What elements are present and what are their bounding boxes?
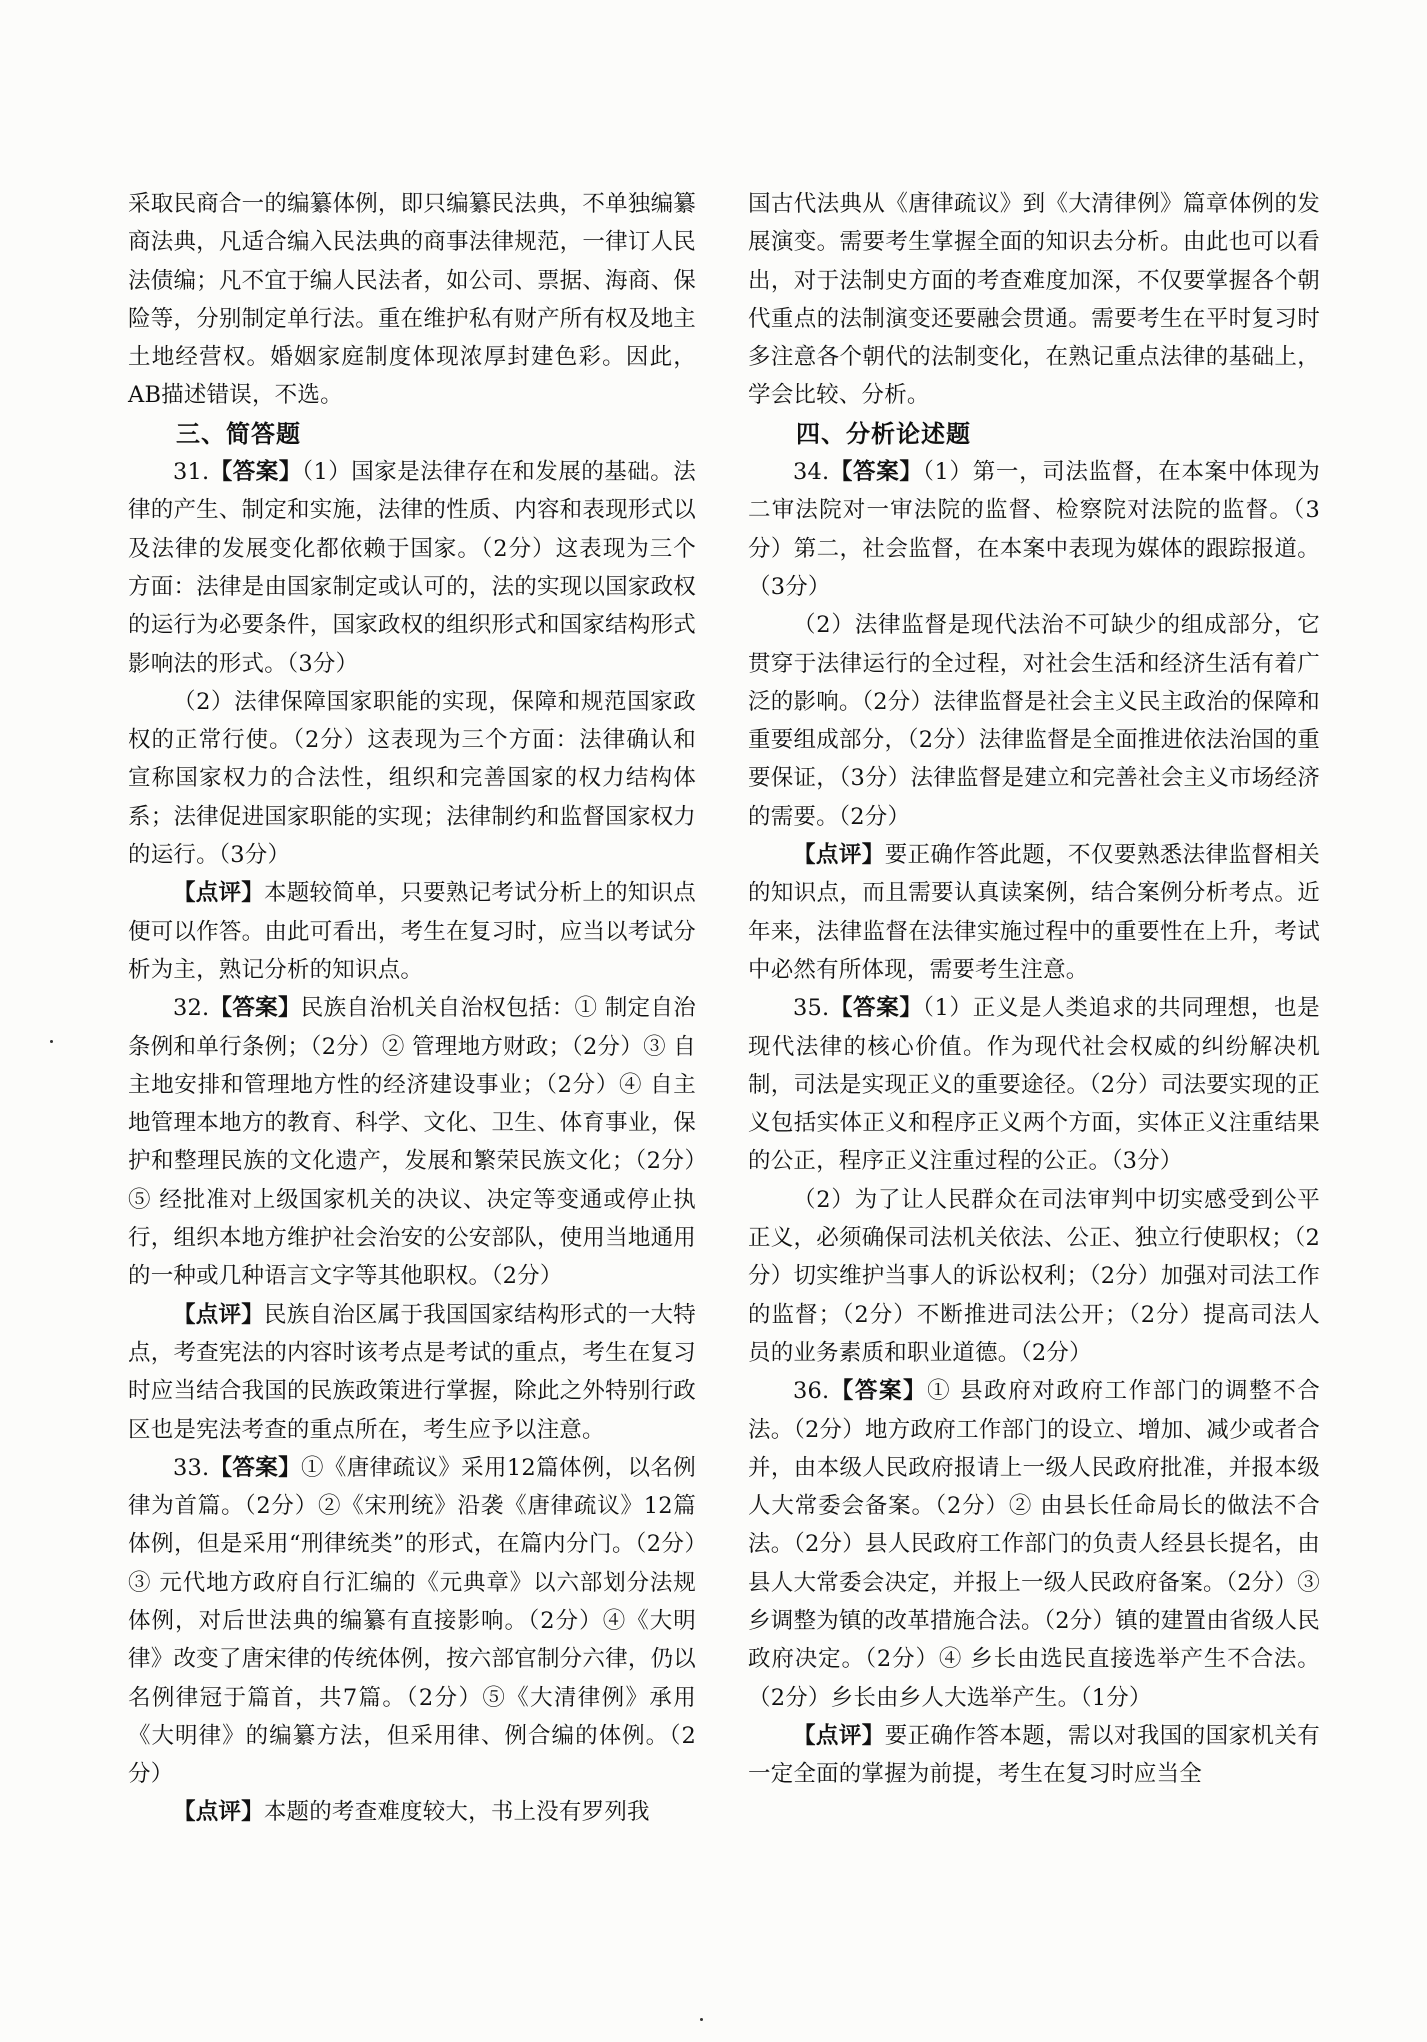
comment-34 <box>748 836 1320 989</box>
comment-text: 本题的考查难度较大，书上没有罗列我 <box>263 1799 650 1826</box>
question-number: 32. <box>173 995 210 1022</box>
answer-tag: 【答案】 <box>829 459 923 486</box>
comment-tag: 【点评】 <box>173 1799 264 1826</box>
left-column <box>128 185 696 1832</box>
answer-31-part1 <box>128 453 696 683</box>
section-heading-analysis: 四、分析论述题 <box>796 419 971 448</box>
question-number: 36. <box>793 1378 830 1405</box>
answer-text: （1）国家是法律存在和发展的基础。法律的产生、制定和实施，法律的性质、内容和表现形式以及法律的发展变化都依赖于国家。（2分）这表现为三个方面：法律是由国家制定或认可的，法的实现以国家政权的运行为必要条件，国家政权的组织形式和国家结构形式影响法的形式。（3分） <box>128 459 696 677</box>
comment-text: 本题较简单，只要熟记考试分析上的知识点便可以作答。由此可看出，考生在复习时，应当以考试分析为主，熟记分析的知识点。 <box>128 880 696 983</box>
answer-32 <box>128 989 696 1295</box>
scan-speck <box>700 2018 703 2021</box>
comment-32 <box>128 1296 696 1449</box>
answer-36 <box>748 1372 1320 1717</box>
question-number: 35. <box>793 995 830 1022</box>
section-heading-short-answer: 三、简答题 <box>176 419 301 448</box>
question-number: 34. <box>793 459 830 486</box>
answer-tag: 【答案】 <box>829 1378 928 1405</box>
comment-33-start <box>128 1793 696 1831</box>
answer-34-part2: （2）法律监督是现代法治不可缺少的组成部分，它贯穿于法律运行的全过程，对社会生活和经济生活有着广泛的影响。（2分）法律监督是社会主义民主政治的保障和重要组成部分，（2分）法律监督是全面推进依法治国的重要保证，（3分）法律监督是建立和完善社会主义市场经济的需要。（2分） <box>748 612 1320 830</box>
answer-tag: 【答案】 <box>209 995 301 1022</box>
comment-tag: 【点评】 <box>793 1722 885 1749</box>
scan-speck <box>50 1040 53 1043</box>
comment-text: 要正确作答本题，需以对我国的国家机关有一定全面的掌握为前提，考生在复习时应当全 <box>748 1722 1320 1788</box>
comment-tag: 【点评】 <box>173 880 264 907</box>
comment-tag: 【点评】 <box>793 842 885 869</box>
question-number: 33. <box>173 1454 210 1481</box>
right-column <box>748 185 1320 1793</box>
answer-31-part2: （2）法律保障国家职能的实现，保障和规范国家政权的正常行使。（2分）这表现为三个方面：法律确认和宣称国家权力的合法性，组织和完善国家的权力结构体系；法律促进国家职能的实现；法律制约和监督国家权力的运行。（3分） <box>128 688 696 869</box>
answer-tag: 【答案】 <box>209 1454 302 1481</box>
answer-33 <box>128 1449 696 1794</box>
answer-text: 民族自治机关自治权包括：① 制定自治条例和单行条例；（2分）② 管理地方财政；（2分）③ 自主地安排和管理地方性的经济建设事业；（2分）④ 自主地管理本地方的教育、科学、文化、卫生、体育事业，保护和整理民族的文化遗产，发展和繁荣民族文化；（2分）⑤ 经批准对上级国家机关的决议、决定等变通或停止执行，组织本地方维护社会治安的公安部队，使用当地通用的一种或几种语言文字等其他职权。（2分） <box>128 995 696 1290</box>
answer-tag: 【答案】 <box>829 995 923 1022</box>
comment-31 <box>128 874 696 989</box>
answer-text: （1）第一，司法监督，在本案中体现为二审法院对一审法院的监督、检察院对法院的监督。（3分）第二，社会监督，在本案中表现为媒体的跟踪报道。（3分） <box>748 459 1320 600</box>
answer-text: ① 县政府对政府工作部门的调整不合法。（2分）地方政府工作部门的设立、增加、减少或者合并，由本级人民政府报请上一级人民政府批准，并报本级人大常委会备案。（2分）② 由县长任命局长的做法不合法。（2分）县人民政府工作部门的负责人经县长提名，由县人大常委会决定，并报上一级人民政府备案。（2分）③ 乡调整为镇的改革措施合法。（2分）镇的建置由省级人民政府决定。（2分）④ 乡长由选民直接选举产生不合法。（2分）乡长由乡人大选举产生。（1分） <box>748 1378 1320 1711</box>
question-number: 31. <box>173 459 210 486</box>
comment-text: 要正确作答此题，不仅要熟悉法律监督相关的知识点，而且需要认真读案例，结合案例分析考点。近年来，法律监督在法律实施过程中的重要性在上升，考试中必然有所体现，需要考生注意。 <box>748 842 1320 983</box>
comment-tag: 【点评】 <box>173 1301 264 1328</box>
answer-34-part1 <box>748 453 1320 606</box>
answer-text: ①《唐律疏议》采用12篇体例，以名例律为首篇。（2分）②《宋刑统》沿袭《唐律疏议》12篇体例，但是采用“刑律统类”的形式，在篇内分门。（2分）③ 元代地方政府自行汇编的《元典章》以六部划分法规体例，对后世法典的编纂有直接影响。（2分）④《大明律》改变了唐宋律的传统体例，按六部官制分六律，仍以名例律冠于篇首，共7篇。（2分）⑤《大清律例》承用《大明律》的编纂方法，但采用律、例合编的体例。（2分） <box>128 1454 696 1788</box>
answer-text: （1）正义是人类追求的共同理想，也是现代法律的核心价值。作为现代社会权威的纠纷解决机制，司法是实现正义的重要途径。（2分）司法要实现的正义包括实体正义和程序正义两个方面，实体正义注重结果的公正，程序正义注重过程的公正。（3分） <box>748 995 1320 1175</box>
comment-33-continued: 国古代法典从《唐律疏议》到《大清律例》篇章体例的发展演变。需要考生掌握全面的知识去分析。由此也可以看出，对于法制史方面的考查难度加深，不仅要掌握各个朝代重点的法制演变还要融会贯通。需要考生在平时复习时多注意各个朝代的法制变化，在熟记重点法律的基础上，学会比较、分析。 <box>748 191 1320 409</box>
answer-35-part1 <box>748 989 1320 1180</box>
paragraph-continued: 采取民商合一的编纂体例，即只编纂民法典，不单独编纂商法典，凡适合编入民法典的商事法律规范，一律订人民法债编；凡不宜于编人民法者，如公司、票据、海商、保险等，分别制定单行法。重在维护私有财产所有权及地主土地经营权。婚姻家庭制度体现浓厚封建色彩。因此，AB描述错误，不选。 <box>128 191 696 409</box>
comment-text: 民族自治区属于我国国家结构形式的一大特点，考查宪法的内容时该考点是考试的重点，考生在复习时应当结合我国的民族政策进行掌握，除此之外特别行政区也是宪法考查的重点所在，考生应予以注意。 <box>128 1301 696 1443</box>
answer-35-part2: （2）为了让人民群众在司法审判中切实感受到公平正义，必须确保司法机关依法、公正、独立行使职权；（2分）切实维护当事人的诉讼权利；（2分）加强对司法工作的监督；（2分）不断推进司法公开；（2分）提高司法人员的业务素质和职业道德。（2分） <box>748 1186 1320 1366</box>
answer-tag: 【答案】 <box>209 459 302 486</box>
comment-36-start <box>748 1717 1320 1794</box>
